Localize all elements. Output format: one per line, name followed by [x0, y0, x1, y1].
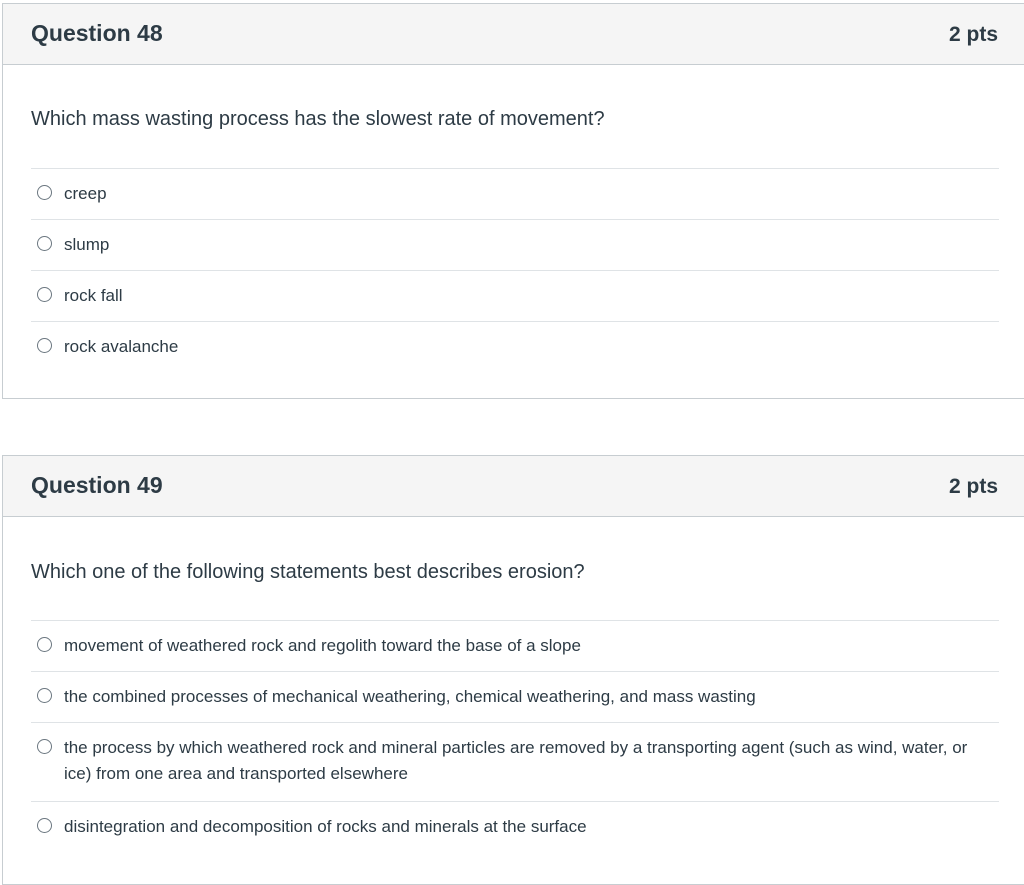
radio-button[interactable]	[37, 338, 52, 353]
answer-list	[31, 168, 999, 372]
question-text: Which mass wasting process has the slowest rate of movement?	[31, 108, 605, 130]
answer-option[interactable]	[31, 270, 999, 321]
radio-button[interactable]	[37, 637, 52, 652]
answer-label[interactable]: rock avalanche	[64, 337, 179, 356]
answer-label[interactable]: creep	[64, 184, 107, 203]
question-header	[3, 4, 1024, 65]
question-points: 2 pts	[949, 23, 999, 46]
radio-button[interactable]	[37, 818, 52, 833]
answer-label[interactable]: rock fall	[64, 286, 123, 305]
answer-option[interactable]	[31, 801, 999, 852]
answer-label[interactable]: the process by which weathered rock and mineral particles are removed by a transporting agent (such as wind, water, or ice) from one area and transported elsewhere	[64, 738, 968, 783]
radio-button[interactable]	[37, 185, 52, 200]
answer-option[interactable]	[31, 219, 999, 270]
answer-label[interactable]: movement of weathered rock and regolith toward the base of a slope	[64, 636, 581, 655]
question-card-49	[2, 455, 1024, 885]
question-points: 2 pts	[949, 475, 999, 498]
answer-option[interactable]	[31, 620, 999, 671]
question-title: Question 48	[31, 20, 163, 46]
answer-option[interactable]	[31, 722, 999, 801]
answer-option[interactable]	[31, 168, 999, 219]
answer-label[interactable]: slump	[64, 235, 110, 254]
answer-label[interactable]: the combined processes of mechanical weathering, chemical weathering, and mass wasting	[64, 687, 756, 706]
radio-button[interactable]	[37, 739, 52, 754]
question-header	[3, 456, 1024, 517]
question-card-48	[2, 3, 1024, 399]
question-text: Which one of the following statements best describes erosion?	[31, 561, 585, 583]
question-title: Question 49	[31, 472, 163, 498]
answer-option[interactable]	[31, 671, 999, 722]
answer-label[interactable]: disintegration and decomposition of rocks and minerals at the surface	[64, 817, 587, 836]
radio-button[interactable]	[37, 287, 52, 302]
radio-button[interactable]	[37, 688, 52, 703]
answer-option[interactable]	[31, 321, 999, 372]
answer-list	[31, 620, 999, 852]
radio-button[interactable]	[37, 236, 52, 251]
